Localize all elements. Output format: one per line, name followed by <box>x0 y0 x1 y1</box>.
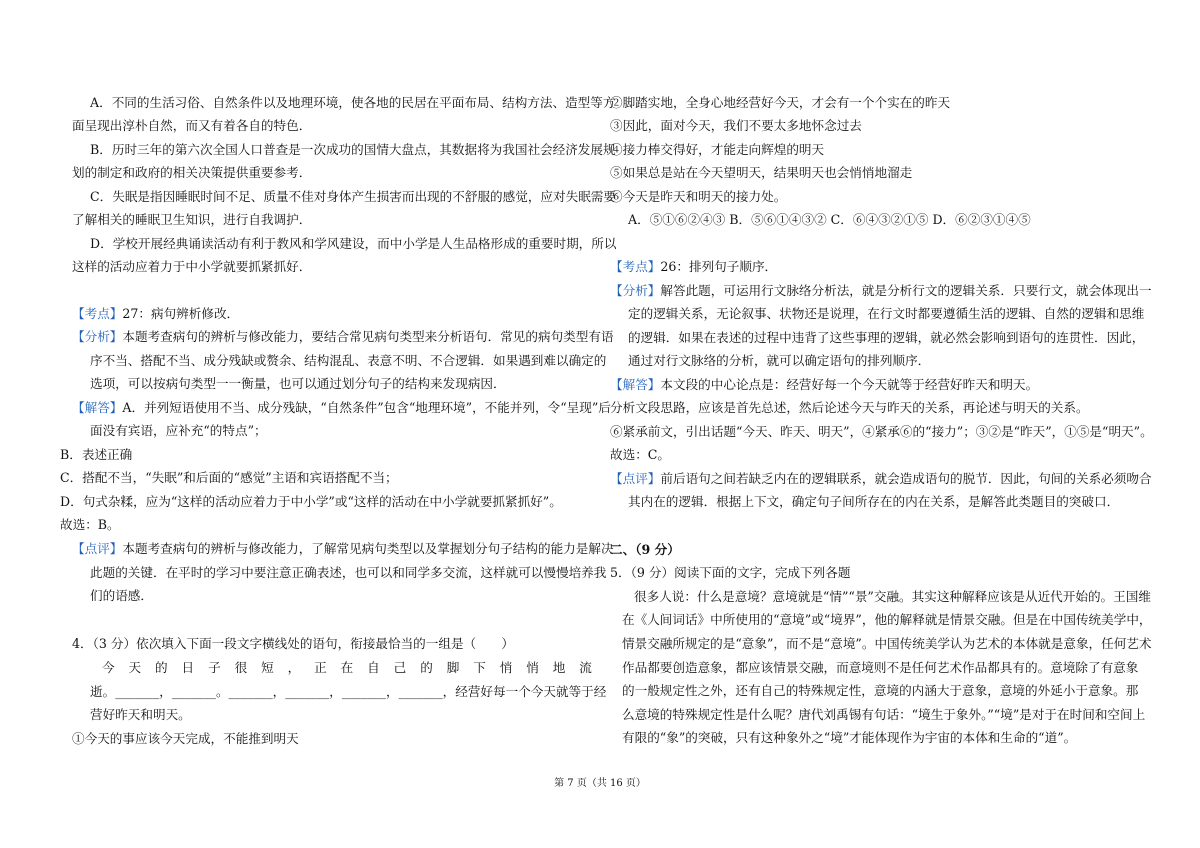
jieda-line-1 <box>610 377 1038 393</box>
jieda-text-1: 本文段的中心论点是：经营好每一个今天就等于经营好昨天和明天。 <box>660 377 1039 392</box>
passage-char: 悄 <box>499 660 513 675</box>
jieda-line-1 <box>72 400 611 416</box>
passage-char: 己 <box>393 660 407 675</box>
fenxi-line-1 <box>610 283 1152 299</box>
option-b-line-2: 划的制定和政府的相关决策提供重要参考． <box>72 165 312 180</box>
dianping-text-1: 前后语句之间若缺乏内在的逻辑联系，就会造成语句的脱节．因此，句间的关系必须吻合 <box>660 471 1152 486</box>
dianping-tag: 【点评】 <box>610 471 661 486</box>
kaodian-line <box>72 306 239 322</box>
jieda-line-2: 面没有宾语，应补充“的特点”； <box>90 423 267 438</box>
jieda-line-5: D．句式杂糅，应为“这样的活动应着力于中小学”或“这样的活动在中小学就要抓紧抓好”。 <box>60 494 562 509</box>
question-5-passage-line-6: 么意境的特殊规定性是什么呢？唐代刘禹锡有句话：“境生于象外。”“境”是对于在时间和空间上 <box>622 707 1146 722</box>
option-d-line-1: D．学校开展经典诵读活动有利于教风和学风建设，而中小学是人生品格形成的重要时期，所以 <box>90 236 617 251</box>
question-4-sentence-5: ⑤如果总是站在今天望明天，结果明天也会悄悄地溜走 <box>610 165 913 180</box>
question-4-sentence-3: ③因此，面对今天，我们不要太多地怀念过去 <box>610 118 862 133</box>
dianping-text-1: 本题考查病句的辨析与修改能力，了解常见病句类型以及掌握划分句子结构的能力是解决 <box>122 541 614 556</box>
passage-char: 的 <box>420 660 433 675</box>
fenxi-line-2: 定的逻辑关系，无论叙事、状物还是说理，在行文时都要遵循生活的逻辑、自然的逻辑和思维 <box>628 306 1145 321</box>
question-4-passage-line-3: 营好昨天和明天。 <box>90 707 191 722</box>
question-5-passage-line-1: 很多人说：什么是意境？意境就是“情”“景”交融。其实这种解释应该是从近代开始的。王国维 <box>634 589 1151 604</box>
passage-char: 悄 <box>526 660 539 675</box>
jieda-line-3: B．表述正确 <box>60 447 133 462</box>
passage-char: 日 <box>181 660 195 675</box>
passage-char: 在 <box>340 660 354 675</box>
jieda-line-3: ⑥紧承前文，引出话题“今天、昨天、明天”，④紧承⑥的“接力”；③②是“昨天”，①⑤是“明天”。 <box>610 424 1153 439</box>
option-c-line-2: 了解相关的睡眠卫生知识，进行自我调护． <box>72 212 312 227</box>
kaodian-tag: 【考点】 <box>610 259 661 274</box>
fenxi-line-3: 的逻辑．如果在表述的过程中违背了这些事理的逻辑，就必然会影响到语句的连贯性．因此， <box>628 330 1145 345</box>
kaodian-text: 26：排列句子顺序． <box>660 259 778 274</box>
question-5-passage-line-4: 作品都要创造意象，都应该情景交融，而意境则不是任何艺术作品都具有的。意境除了有意象 <box>622 660 1139 675</box>
passage-char: 脚 <box>446 660 460 675</box>
passage-char: 很 <box>234 660 248 675</box>
option-d-line-2: 这样的活动应着力于中小学就要抓紧抓好． <box>72 259 312 274</box>
question-5-passage-line-5: 的一般规定性之外，还有自己的特殊规定性，意境的内涵大于意象，意境的外延小于意象。那 <box>622 683 1139 698</box>
fenxi-line-3: 选项，可以按病句类型一一衡量，也可以通过划分句子的结构来发现病因． <box>90 376 506 391</box>
question-4-sentence-4: ④接力棒交得好，才能走向辉煌的明天 <box>610 142 825 157</box>
dianping-line-2: 此题的关键．在平时的学习中要注意正确表述，也可以和同学多交流，这样就可以慢慢培养我 <box>90 565 607 580</box>
jieda-line-2: 分析文段思路，应该是首先总述，然后论述今天与昨天的关系，再论述与明天的关系。 <box>610 400 1089 415</box>
jieda-tag: 【解答】 <box>610 377 661 392</box>
section-2-heading: 二、（9 分） <box>610 542 680 557</box>
fenxi-line-1 <box>72 329 614 345</box>
passage-char: 流 <box>579 660 592 675</box>
option-c-line-1: C．失眠是指因睡眠时间不足、质量不佳对身体产生损害而出现的不舒服的感觉，应对失眠需要 <box>90 189 616 204</box>
jieda-line-4: 故选：C。 <box>610 447 671 462</box>
dianping-line-1 <box>610 471 1152 487</box>
dianping-line-1 <box>72 541 614 557</box>
passage-char: 子 <box>208 660 221 675</box>
question-4-stem: 4．（3 分）依次填入下面一段文字横线处的语句，衔接最恰当的一组是（ ） <box>72 636 514 651</box>
question-5-passage-line-7: 有限的“象”的突破，只有这种象外之“境”才能体现作为宇宙的本体和生命的“道”。 <box>622 730 1077 745</box>
jieda-line-6: 故选：B。 <box>60 517 120 532</box>
fenxi-text-1: 本题考查病句的辨析与修改能力，要结合常见病句类型来分析语句．常见的病句类型有语 <box>122 329 614 344</box>
passage-char: 天 <box>128 660 142 675</box>
option-b-line-1: B．历时三年的第六次全国人口普查是一次成功的国情大盘点，其数据将为我国社会经济发展规 <box>90 142 616 157</box>
jieda-text-1: A．并列短语使用不当、成分残缺，“自然条件”包含“地理环境”，不能并列，令“呈现”后 <box>122 400 611 415</box>
jieda-tag: 【解答】 <box>72 400 123 415</box>
question-5-passage-line-2: 在《人间词话》中所使用的“意境”或“境界”，他的解释就是情景交融。但是在中国传统美学中， <box>622 612 1152 627</box>
fenxi-text-1: 解答此题，可运用行文脉络分析法，就是分析行文的逻辑关系．只要行文，就会体现出一 <box>660 283 1152 298</box>
question-4-sentence-6: ⑥今天是昨天和明天的接力处。 <box>610 189 787 204</box>
dianping-line-3: 们的语感． <box>90 588 153 603</box>
question-4-passage-line-2: 逝。_______，_______。_______，_______，_______，_______，经营好每一个今天就等于经 <box>90 684 607 699</box>
option-a-line-2: 面呈现出淳朴自然，而又有着各自的特色． <box>72 118 312 133</box>
jieda-line-4: C．搭配不当，“失眠”和后面的“感觉”主语和宾语搭配不当； <box>60 470 398 485</box>
passage-char: 的 <box>155 660 168 675</box>
fenxi-tag: 【分析】 <box>72 329 123 344</box>
question-4-sentence-1: ①今天的事应该今天完成，不能推到明天 <box>72 731 299 746</box>
page-number-footer: 第 7 页（共 16 页） <box>554 778 646 789</box>
dianping-tag: 【点评】 <box>72 541 123 556</box>
passage-char: 正 <box>314 660 327 675</box>
question-5-stem: 5．（9 分）阅读下面的文字，完成下列各题 <box>610 565 851 580</box>
question-4-choices: A．⑤①⑥②④③ B．⑤⑥①④③② C．⑥④③②①⑤ D．⑥②③①④⑤ <box>628 212 1031 227</box>
question-4-passage-line-1 <box>102 660 592 676</box>
fenxi-line-4: 通过对行文脉络的分析，就可以确定语句的排列顺序． <box>628 353 931 368</box>
passage-char: 自 <box>367 660 380 675</box>
passage-char: 短 <box>261 660 274 675</box>
question-5-passage-line-3: 情景交融所规定的是“意象”，而不是“意境”。中国传统美学认为艺术的本体就是意象，任何艺术 <box>622 636 1152 651</box>
option-a-line-1: A．不同的生活习俗、自然条件以及地理环境，使各地的民居在平面布局、结构方法、造型等方 <box>90 95 616 110</box>
passage-char: 今 <box>102 660 115 675</box>
kaodian-tag: 【考点】 <box>72 306 123 321</box>
passage-char: ， <box>287 660 301 675</box>
passage-char: 下 <box>473 660 486 675</box>
question-4-sentence-2: ②脚踏实地，全身心地经营好今天，才会有一个个实在的昨天 <box>610 95 951 110</box>
kaodian-line <box>610 259 777 275</box>
fenxi-line-2: 序不当、搭配不当、成分残缺或赘余、结构混乱、表意不明、不合逻辑．如果遇到难以确定的 <box>90 353 607 368</box>
dianping-line-2: 其内在的逻辑．根据上下文，确定句子间所存在的内在关系，是解答此类题目的突破口． <box>628 494 1120 509</box>
kaodian-text: 27：病句辨析修改． <box>122 306 240 321</box>
passage-char: 地 <box>552 660 566 675</box>
fenxi-tag: 【分析】 <box>610 283 661 298</box>
